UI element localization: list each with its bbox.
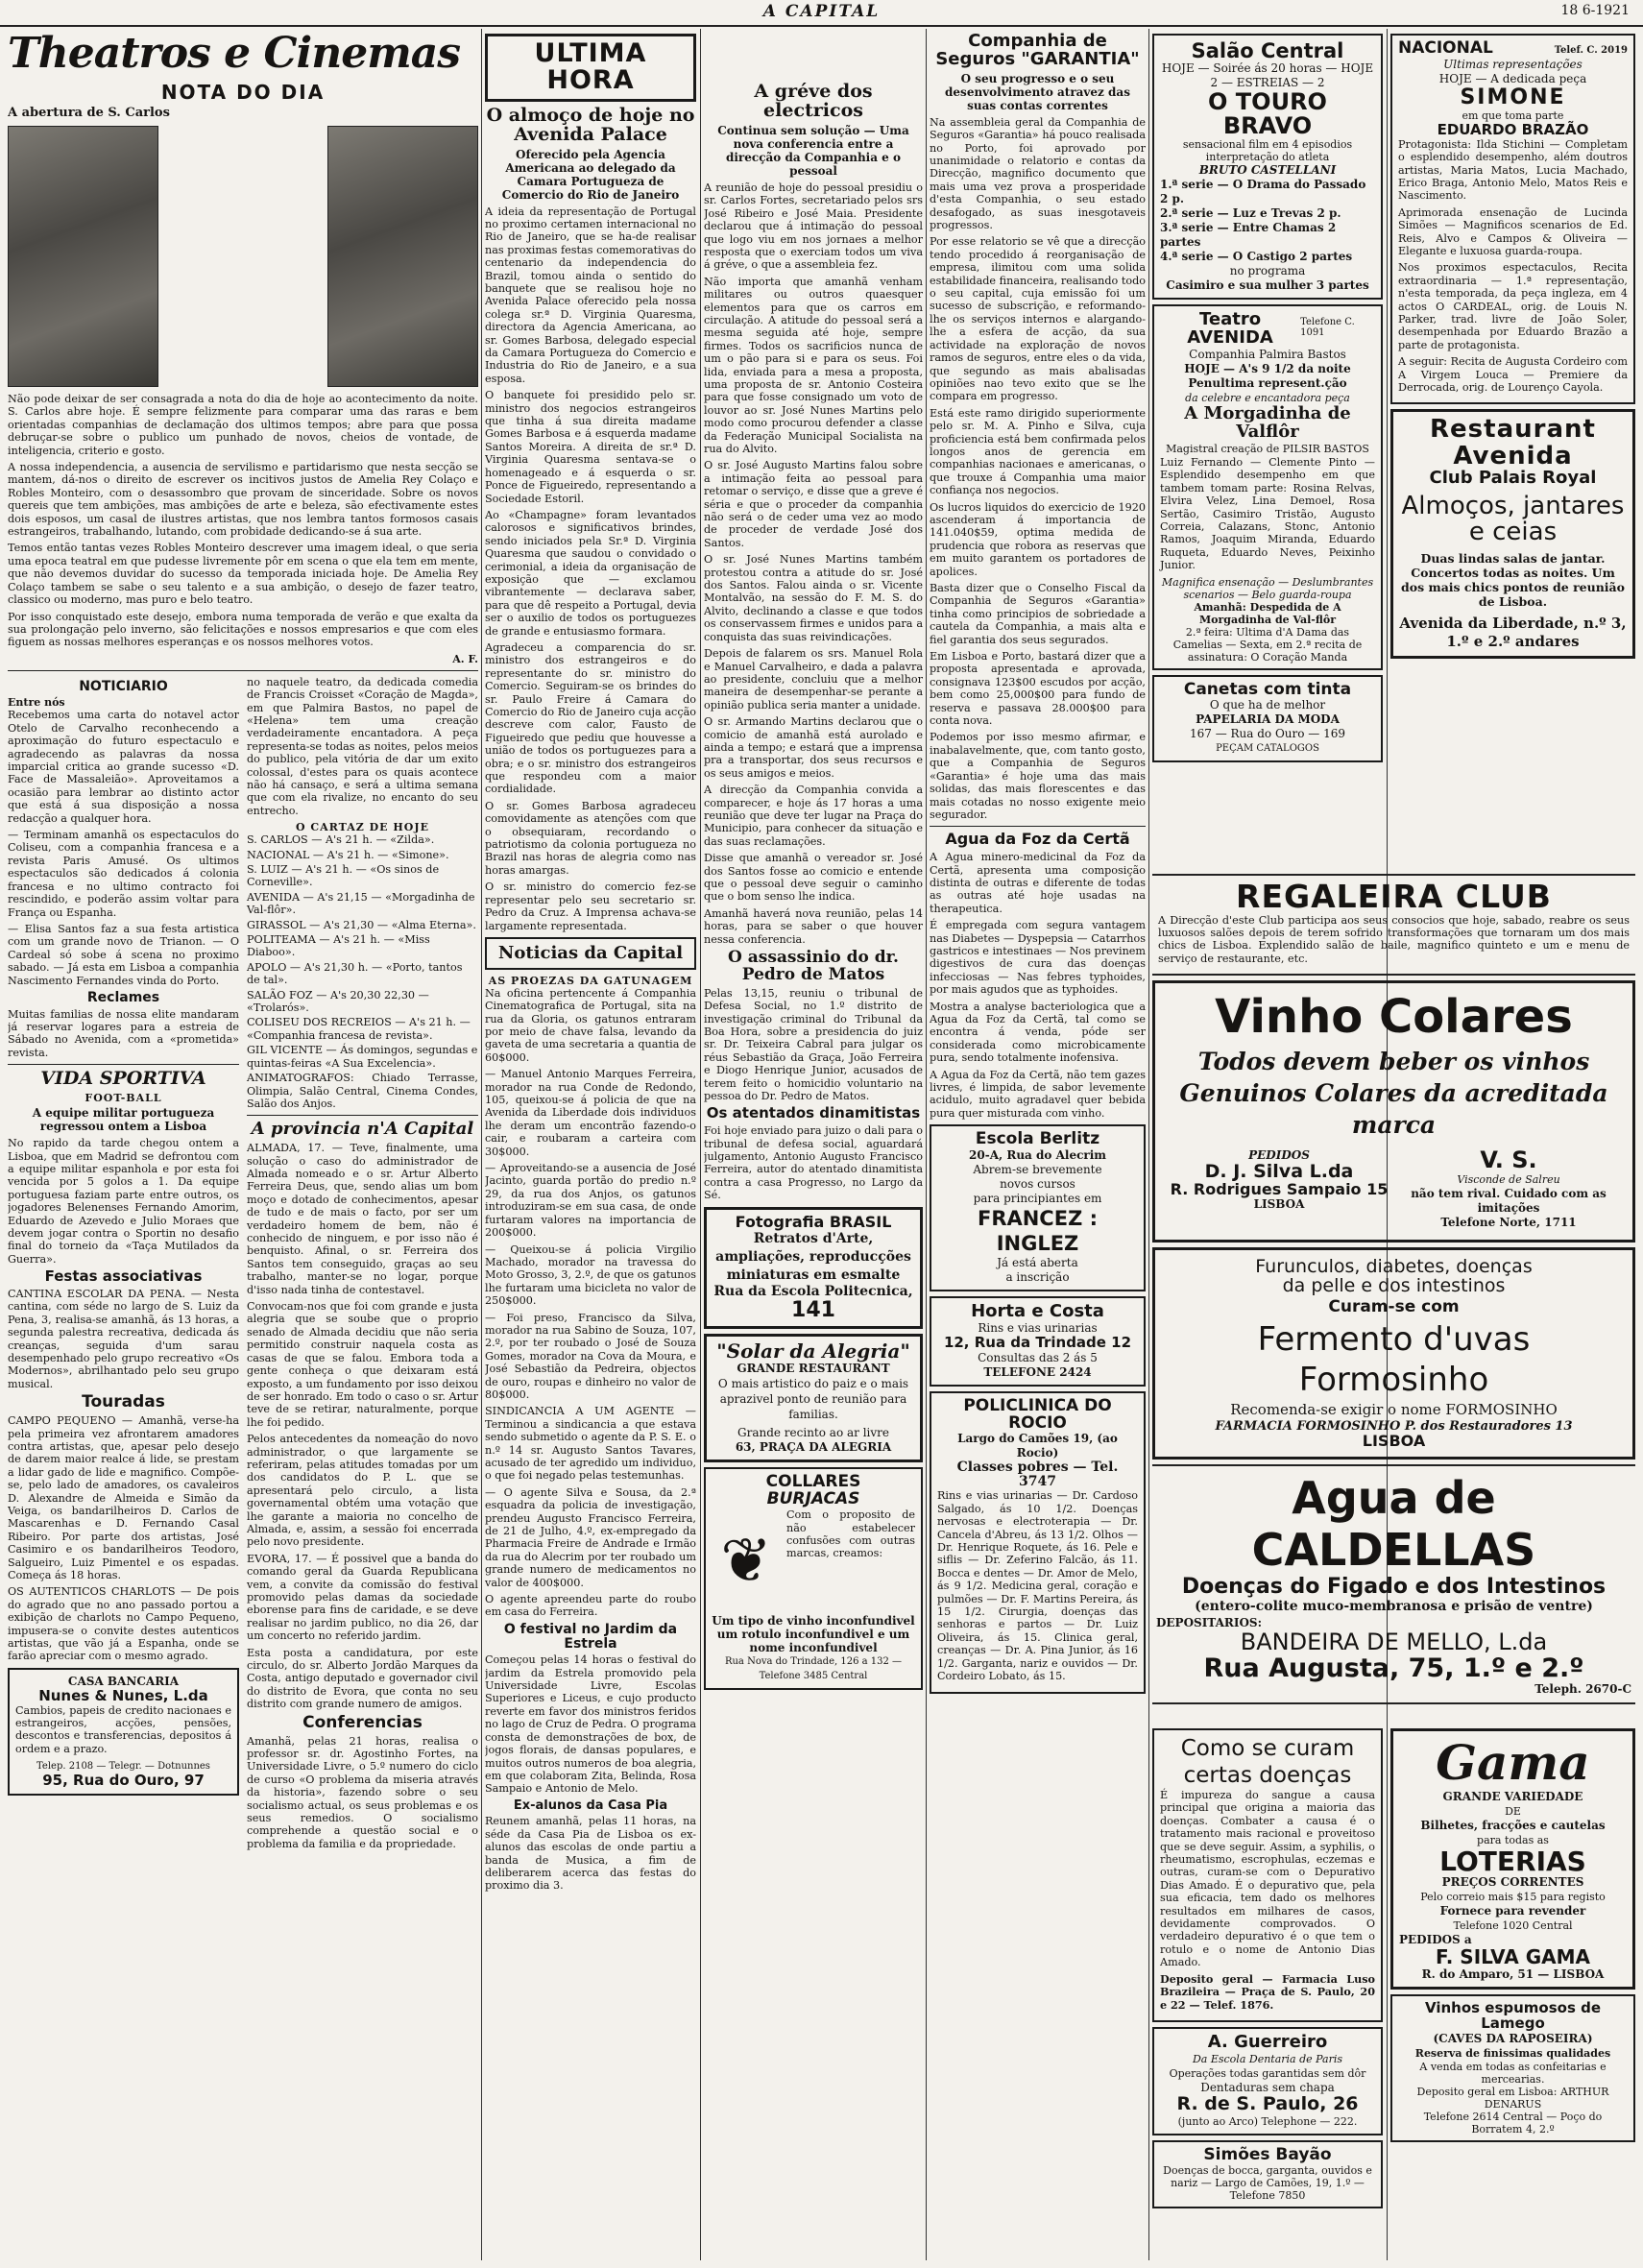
- provincia-paragraph: Pelos antecedentes da nomeação do novo administrador, o que largamente se referiram, pelas atitudes tomadas por um dos candidatos do P. L. que se apresentará pelo circulo, a lista governamental obtém uma votação que lhe garante a maioria no concelho de Almada, e, assim, a sessão foi encerrada pelo novo presidente.: [247, 1433, 478, 1549]
- cartaz-column: [247, 676, 478, 1854]
- berlitz-line: Já está aberta: [997, 1256, 1078, 1270]
- formosinho-note: Recomenda-se exigir o nome FORMOSINHO: [1230, 1400, 1558, 1418]
- vinho-colares-title: Vinho Colares: [1215, 990, 1573, 1045]
- berlitz-line: para principiantes em: [973, 1192, 1102, 1206]
- noticias-banner: [485, 937, 696, 970]
- salao-actor: BRUTO CASTELLANI: [1198, 163, 1337, 178]
- noticias-paragraph: — Manuel Antonio Marques Ferreira, morador na rua Conde de Redondo, 105, queixou-se á policia de que na Avenida da Liberdade dois individuos lhe deram um encontrão fazendo-o cair, e roubaram a carteira com 30$000.: [485, 1068, 696, 1158]
- festival-title: O festival no Jardim da Estrela: [503, 1621, 678, 1652]
- lamego-telephone: Telefone 2614 Central — Poço do Borratem 4, 2.º: [1423, 2110, 1603, 2135]
- restaurant-subtitle: Club Palais Royal: [1429, 468, 1597, 488]
- formosinho-city: LISBOA: [1362, 1431, 1426, 1450]
- banco-telephone: Telep. 2108 — Telegr. — Dotnunnes: [36, 1761, 210, 1773]
- greve-paragraph: Amanhã haverá nova reunião, pelas 14 horas, para se saber o que houver nessa conferencia.: [704, 906, 923, 946]
- colares-orders-label: PEDIDOS: [1248, 1147, 1310, 1162]
- garantia-paragraph: Podemos por isso mesmo afirmar, e inabalavelmente, que, com tanto gosto, que a Companhia de Seguros «Garantia» é hoje uma das mais solidas, das mais florescentes e das mais cotadas no nosso exigente meio segurador.: [930, 731, 1146, 821]
- avenida-line: da celebre e encantadora peça: [1185, 392, 1350, 405]
- column-theatros: [8, 29, 478, 2260]
- avenida-company: Companhia Palmira Bastos: [1189, 348, 1346, 362]
- cartaz-list: [247, 833, 478, 1070]
- greve-paragraph: Depois de falarem os srs. Manuel Rola e Manuel Carvalheiro, e dada a palavra ao presidente, concluiu que a melhor maneira de desempenhar-se perante a opinião publica seria manter a unidade.: [704, 647, 923, 712]
- salao-central-ad: [1152, 34, 1383, 300]
- garantia-paragraph: Os lucros liquidos do exercicio de 1920 ascenderam á importancia de 141.040$59, optima medida de prudencia que robora as reservas que em muito garantem os portadores de apolices.: [930, 500, 1146, 578]
- guerreiro-text: Operações todas garantidas sem dôr: [1169, 2066, 1366, 2080]
- noticiario-title: NOTICIARIO: [79, 678, 168, 694]
- nacional-actor: EDUARDO BRAZÃO: [1437, 120, 1589, 138]
- autenticos-paragraph: OS AUTENTICOS CHARLOTS — De pois do agrado que no ano passado portou a exibição de charlots no Campo Pequeno, impusera-se o convite destes autenticos artistas, que vão já a Espanha, onde se farão apreciar com o mesmo agrado.: [8, 1585, 239, 1663]
- cartaz-item: APOLO — A's 21,30 h. — «Porto, tantos de tal».: [247, 960, 463, 987]
- solar-address: 63, PRAÇA DA ALEGRIA: [735, 1440, 892, 1455]
- formosinho-address: FARMACIA FORMOSINHO P. dos Restauradores 13: [1215, 1418, 1573, 1434]
- foz-paragraph: Mostra a analyse bacteriologica que a Agua da Foz da Certã, tal como se encontra á venda, póde ser considerada como microbicamente pura, sendo totalmente inofensiva.: [930, 1000, 1146, 1065]
- caldellas-address: Rua Augusta, 75, 1.º e 2.º: [1203, 1653, 1584, 1683]
- policlinica-address: Largo do Camões 19, (ao Rocio): [957, 1432, 1118, 1460]
- avenida-tomorrow: Amanhã: Despedida de A Morgadinha de Val-flôr: [1194, 600, 1341, 626]
- avenida-cast: Luiz Fernando — Clemente Pinto — Esplendido desempenho em que tambem tomam parte: Rosina Relvas, Elvira Velez, Lina Demoel, Rosa Sertão, Casimiro Tristão, Augusto Correia, Calazans, Stonc, Antonio Ramos, Joaquim Miranda, Eduardo Ruqueta, Eduardo Neves, Peixinho Junior.: [1160, 455, 1375, 572]
- greve-paragraph: O sr. Armando Martins declarou que o comicio de amanhã está aurolado e ainda a tempo; e estará que a imprensa pra a transportar, dos seus recursos e os seus amigos e meios.: [704, 715, 923, 780]
- horta-hours: Consultas das 2 ás 5: [978, 1350, 1098, 1364]
- policlinica-text: Rins e vias urinarias — Dr. Cardoso Salgado, ás 10 1/2. Doenças nervosas e electroterapia — Dr. Cancela d'Abreu, ás 13 1/2. Olhos — Dr. Henrique Roquete, ás 16. Pele e siflis — Dr. Zeferino Falcão, ás 11. Bocca e dentes — Dr. Amor de Melo, ás 9 1/2. Medicina geral, coração e pulmões — Dr. F. Martins Pereira, ás 15 1/2. Cirurgia, doenças das senhoras e partos — Dr. Luiz Oliveira, ás 15. Clinica geral, creanças — Dr. A. Pina Junior, ás 16 1/2. Garganta, nariz e ouvidos — Dr. Cordeiro Lobato, ás 15.: [937, 1489, 1138, 1683]
- nacional-paragraph: A seguir: Recita de Augusta Cordeiro com A Virgem Louca — Premiere da Derrocada, orig. de Lourenço Cayola.: [1398, 355, 1628, 394]
- column-rule: [481, 29, 482, 2260]
- lamego-text: A venda em todas as confeitarias e mercearias.: [1419, 2060, 1607, 2086]
- gama-subtitle: GRANDE VARIEDADE: [1442, 1790, 1583, 1803]
- garantia-paragraph: Em Lisboa e Porto, bastará dizer que a proposta apresentada e aprovada, consignava 123$00 escudos por acção, bem como 25,000$00 para fundo de reserva e passava 28.000$00 para conta nova.: [930, 650, 1146, 728]
- simoes-ad: [1152, 2140, 1383, 2208]
- caldellas-ad: [1152, 1464, 1635, 1704]
- formosinho-ad: [1152, 1247, 1635, 1460]
- reclames-paragraph: Muitas familias de nossa elite mandaram já reservar logares para a estreia de Sábado no Avenida, com a «prometida» revista.: [8, 1007, 239, 1059]
- canetas-title: Canetas com tinta: [1183, 679, 1352, 699]
- lamego-note: Reserva de finissimas qualidades: [1414, 2046, 1611, 2060]
- gama-title: Gama: [1436, 1734, 1590, 1791]
- greve-paragraph: A reunião de hoje do pessoal presidiu o sr. Carlos Fortes, secretariado pelos srs José Ribeiro e José Maia. Presidente declarou que á intimação do pessoal que logo viu em nos jornaes a melhor resposta que o exerciam todos um viva á gréve, o que a assembleia fez.: [704, 181, 923, 272]
- teatro-avenida-ad: [1152, 304, 1383, 669]
- salao-film: O TOURO BRAVO: [1208, 88, 1327, 140]
- atentados-paragraph: Foi hoje enviado para juizo o dali para o tribunal de defesa social, aguardará julgamento, Antonio Augusto Francisco Ferreira, autor do atentado dinamitista contra a casa Progresso, no Largo da Sé.: [704, 1124, 923, 1202]
- spacer: [704, 29, 923, 79]
- noticias-paragraph: O agente apreendeu parte do roubo em casa do Ferreira.: [485, 1593, 696, 1619]
- football-title: FOOT-BALL: [85, 1092, 162, 1105]
- formosinho-line: Furunculos, diabetes, doenças: [1255, 1255, 1533, 1277]
- salao-line: 2 — ESTREIAS — 2: [1210, 76, 1325, 90]
- berlitz-title: Escola Berlitz: [975, 1129, 1100, 1149]
- almoco-paragraph: A ideia da representação de Portugal no proximo certamen internacional no Rio de Janeiro, que se ha-de realisar nas proximas festas comemorativas do centenario da independencia do Brazil, tomou ainda o sentido do banquete que se realisou hoje no Avenida Palace oferecido pela nossa colega sr.ª D. Virginia Quaresma, directora da Agencia Americana, ao sr. Gomes Barbosa, delegado especial da Camara Portugueza do Comercio e Industria do Rio de Janeiro, e a sua esposa.: [485, 205, 696, 385]
- banco-text: Cambios, papeis de credito nacionaes e estrangeiros, acções, pensões, descontos e transferencias, depositos á ordem e a prazo.: [15, 1703, 231, 1755]
- banco-address: 95, Rua do Ouro, 97: [42, 1772, 205, 1790]
- nacional-cast: Protagonista: Ilda Stichini — Completam o esplendido desempenho, além doutros artistas, Maria Matos, Lucia Machado, Erico Braga, Antonio Melo, Matos Reis e Nascimento.: [1398, 137, 1628, 203]
- exalunos-paragraph: Reunem amanhã, pelas 11 horas, na séde da Casa Pia de Lisboa os ex-alunos das escolas de onde partiu a banda de Musica, a fim de deliberarem acerca das festas do proximo dia 3.: [485, 1815, 696, 1893]
- salao-line: no programa: [1229, 264, 1306, 278]
- gama-text: Pelo correio mais $15 para registo: [1420, 1891, 1606, 1904]
- cartaz-item: NACIONAL — A's 21 h. — «Simone».: [247, 848, 449, 861]
- noticias-paragraph: — Queixou-se á policia Virgilio Machado, morador na travessa do Moto Grosso, 3, 2.º, de que os gatunos lhe furtaram uma bicicleta no valor de 250$000.: [485, 1243, 696, 1308]
- berlitz-address: 20-A, Rua do Alecrim: [969, 1148, 1106, 1163]
- portrait-photo-right: [327, 126, 478, 387]
- policlinica-subtitle: Classes pobres — Tel. 3747: [956, 1460, 1119, 1490]
- festas-title: Festas associativas: [44, 1267, 203, 1286]
- grapes-icon: ❦: [720, 1526, 772, 1598]
- provincia-paragraph: Convocam-nos que foi com grande e justa alegria que se soube que o proprio senado de Almada decidiu que não seria permitido construir naquela costa as casas de que se falou. Embora toda a gente conheça o que deixaram está exposto, a um fundamento por isso deixou de ser honrado. Em todo o caso o sr. Artur teve de se retirar, naturalmente, porque lhe foi pedido.: [247, 1300, 478, 1429]
- policlinica-ad: [930, 1391, 1146, 1694]
- garantia-paragraph: Por esse relatorio se vê que a direcção tendo procedido á reorganisação de empresa, ilimitou com uma solida estabilidade financeira, realisando todo o seu capital, cuja emissão foi um sucesso de subscrição, e reformando-lhe os serviços internos e alargando-lhe a esfera de acção, da sua actividade na exploração de novos ramos de seguros, entre eles o da vida, que segundo as mais abalisadas opiniões nao tevo exito que se lhe compara em progresso.: [930, 235, 1146, 403]
- nacional-ad: [1390, 34, 1635, 404]
- colares-city: LISBOA: [1253, 1197, 1305, 1212]
- greve-paragraph: A direcção da Companhia convida a comparecer, e hoje ás 17 horas a uma reunião que deve ter lugar na Praça do Municipio, para conhecer da situação e das suas reclamações.: [704, 784, 923, 848]
- divider: [930, 826, 1146, 827]
- salao-series-item: 3.ª serie — Entre Chamas 2 partes: [1160, 221, 1337, 250]
- guerreiro-telephone: (junto ao Arco) Telephone — 222.: [1177, 2114, 1358, 2128]
- foz-paragraph: É empregada com segura vantagem nas Diabetes — Dyspepsia — Catarrhos gastricos e intestinaes — Nos previnem digestivos de cura das doenças infecciosas — Nas febres typhoides, por mais agudos que as typhoides.: [930, 919, 1146, 997]
- horta-title: Horta e Costa: [971, 1301, 1104, 1322]
- horta-subtitle: Rins e vias urinarias: [978, 1320, 1098, 1335]
- guerreiro-ad: [1152, 2027, 1383, 2135]
- salao-series-list: [1160, 178, 1375, 264]
- vinho-colares-slogan: Todos devem beber os vinhos Genuinos Colares da acreditada marca: [1179, 1047, 1608, 1139]
- greve-paragraph: Disse que amanhã o vereador sr. José dos Santos fosse ao comicio e entende que o pessoal deve seguir o caminho que o bom senso lhe indica.: [704, 852, 923, 904]
- divider: [247, 1115, 478, 1116]
- foto-text: Retratos d'Arte, ampliações, reproducções miniaturas em esmalte: [715, 1231, 911, 1284]
- simoes-title: Simões Bayão: [1203, 2144, 1332, 2164]
- column-garantia: [930, 29, 1146, 2260]
- nacional-line: HOJE — A dedicada peça: [1438, 71, 1587, 85]
- conferencias-paragraph: Amanhã, pelas 21 horas, realisa o professor sr. dr. Agostinho Fortes, na Universidade Livre, o 5.º numero do ciclo de curso «O problema da miseria através da historia», fazendo sobre o seu socialismo actual, os seus problemas e os seus remedios. O socialismo comprehende a questão social e o problema da familia e da propriedade.: [247, 1734, 478, 1850]
- avenida-line: HOJE — A's 9 1/2 da noite: [1184, 362, 1351, 376]
- berlitz-languages: FRANCEZ : INGLEZ: [977, 1207, 1099, 1256]
- canetas-address: 167 — Rua do Ouro — 169: [1189, 727, 1346, 741]
- cartaz-item: COLISEU DOS RECREIOS — A's 21 h. — «Companhia francesa de revista».: [247, 1016, 471, 1042]
- festival-paragraph: Começou pelas 14 horas o festival do jardim da Estrela promovido pela Universidade Livre, Escolas Superiores e Liceus, e cujo producto reverte em favor dos ministros feridos no lago de Cruz de Pedra. O programa consta de demonstrações de box, de jogos florais, de dansas populares, e muitos outros numeros de boa alegria, em que colaboram Zita, Belinda, Rosa Sampaio e Antonio de Melo.: [485, 1653, 696, 1796]
- column-rule: [700, 29, 701, 2260]
- vinho-colares-ad: [1152, 980, 1635, 1243]
- provincia-paragraph: EVORA, 17. — É possivel que a banda do comando geral da Guarda Republicana vem, a convite da comissão do festival promovido pelas damas da sociedade eborense para fins de caridade, e se deve realisar no jardim publico, no dia 26, dar um concerto no referido jardim.: [247, 1552, 478, 1643]
- football-paragraph: No rapido da tarde chegou ontem a Lisboa, que em Madrid se defrontou com a equipe militar espanhola e por esta foi vencida por 5 golos a 1. Da equipe portuguesa faziam parte entre outros, os jogadores Belenenses Fernando Amorim, Eduardo de Azevedo e Julio Moraes que devem jogar contra o Sportin no desafio final do torneio da «Taça Mutilados da Guerra».: [8, 1137, 239, 1266]
- canetas-note: PEÇAM CATALOGOS: [1216, 743, 1319, 755]
- guerreiro-note: Dentaduras sem chapa: [1200, 2080, 1335, 2094]
- ultima-hora-banner: [485, 34, 696, 102]
- noticiario-paragraph: — Elisa Santos faz a sua festa artistica com um grande novo de Trianon. — O Cardeal só sobe á scena no proximo sabado. — Já esta em Lisboa a companhia Nascimento Fernandes vinda do Porto.: [8, 922, 239, 987]
- almoco-paragraph: O sr. ministro do comercio fez-se representar pelo seu secretario sr. Pedro da Cruz. A Imprensa achava-se largamente representada.: [485, 881, 696, 932]
- nota-paragraph: Por isso conquistado este desejo, embora numa temporada de verão e que exalta da sua prolongação pelo inverno, são felicitações e nossos empresarios e que com eles figuem as nossas melhores esperanças e os nossos melhores votos.: [8, 610, 478, 649]
- nacional-paragraph: Aprimorada ensenação de Lucinda Simões — Magnificos scenarios de Ed. Reis, Alvo e Campos & Oliveira — Elegante e luxuosa guarda-roupa.: [1398, 205, 1628, 257]
- provincia-title: A provincia n'A Capital: [251, 1119, 474, 1140]
- festas-paragraph: CANTINA ESCOLAR DA PENA. — Nesta cantina, com séde no largo de S. Luiz da Pena, 3, realisa-se amanhã, ás 13 horas, a segunda palestra recreativa, dedicada ás creanças, seguida d'um sarau desempenhado pelo grupo recreativo «Os Modernos», abrilhantado pelo seu grupo musical.: [8, 1288, 239, 1390]
- curam-text: É impureza do sangue a causa principal que origina a maioria das doenças. Combater a causa é o tratamento mais racional e proveitoso que se deve seguir. Assim, a syphilis, o rheumatismo, escrophulas, eczemas e outras, curam-se com o Depurativo Dias Amado. É o depurativo que, pela sua eficacia, tem dado os melhores resultados em milhares de casos, devidamente comprovados. O verdadeiro depurativo é o que tem o rotulo e o nome de Antonio Dias Amado.: [1160, 1789, 1375, 1969]
- foz-paragraph: A Agua da Foz da Certã, não tem gazes livres, é limpida, de sabor levemente acidulo, muito agradavel quer bebida pura quer misturada com vinho.: [930, 1068, 1146, 1120]
- banco-name: Nunes & Nunes, L.da: [38, 1686, 208, 1704]
- nota-subtitle: A abertura de S. Carlos: [8, 106, 170, 120]
- guerreiro-subtitle: Da Escola Dentaria de Paris: [1192, 2052, 1343, 2065]
- colares-note: não tem rival. Cuidado com as imitações: [1411, 1186, 1607, 1215]
- solar-title: "Solar da Alegria": [716, 1339, 910, 1363]
- vida-sportiva-title: VIDA SPORTIVA: [40, 1068, 206, 1090]
- collares-title: COLLARES: [765, 1472, 861, 1492]
- caldellas-depositarios: DEPOSITARIOS:: [1156, 1616, 1263, 1630]
- avenida-creator: Magistral creação de PILSIR BASTOS: [1166, 442, 1369, 455]
- collares-subtitle: BURJACAS: [766, 1489, 860, 1509]
- divider: [8, 1064, 239, 1065]
- greve-title: A gréve dos electricos: [754, 81, 873, 121]
- cartaz-item: POLITEAMA — A's 21 h. — «Miss Diaboo».: [247, 933, 430, 959]
- noticiario-subtitle: Entre nós: [8, 696, 65, 710]
- assassinio-paragraph: Pelas 13,15, reuniu o tribunal de Defesa Social, no 1.º distrito de investigação criminal do Tribunal da Boa Hora, sobre a presidencia do juiz sr. Dr. Teixeira Cabral para julgar os réus Sebastião da Graça, João Ferreira e Diogo Henrique Junior, acusados de terem feito o homicidio voluntario na pessoa do Dr. Pedro de Matos.: [704, 986, 923, 1102]
- noticias-subtitle: AS PROEZAS DA GATUNAGEM: [488, 974, 693, 987]
- avenida-header: [1160, 311, 1375, 348]
- nacional-paragraph: Nos proximos espectaculos, Recita extraordinaria — 1.ª representação, n'esta temporada, da peça ingleza, em 4 actos O CARDEAL, orig. de Louis N. Parker, trad. livre de João Soler, desempenhada por Eduardo Brazão a parte de protagonista.: [1398, 261, 1628, 351]
- canetas-shop: PAPELARIA DA MODA: [1196, 712, 1340, 727]
- berlitz-line: novos cursos: [1000, 1177, 1075, 1192]
- salao-title: Salão Central: [1191, 39, 1344, 62]
- touradas-paragraph: CAMPO PEQUENO — Amanhã, verse-ha pela primeira vez afrontarem amadores contra artistas, que, apesar pelo desejo de darem maior realce á lide, se prestam a lidar gado de lide e magnifico. Compõe-se, pelo lado de amadores, os cavaleiros D. Alexandre de Almeida e Simão da Veiga, os bandarilheiros D. Carlos de Mascarenhas e D. Fernando Casal Ribeiro. Por parte dos artistas, José Casimiro e os bandarilheiros Teodoro, Salgueiro, Luiz Pimentel e os espadas. Começa ás 18 horas.: [8, 1414, 239, 1581]
- caldellas-subtitle: Doenças do Figado e dos Intestinos: [1181, 1575, 1607, 1600]
- avenida-next: 2.ª feira: Ultima d'A Dama das Camelias — Sexta, em 2.ª recita de assinatura: O Coração Manda: [1172, 625, 1363, 664]
- nacional-title: NACIONAL: [1398, 38, 1493, 58]
- wide-ads-area: [1152, 869, 1635, 1709]
- foto-title: Fotografia BRASIL: [735, 1212, 892, 1231]
- column-ultima-hora: [485, 29, 696, 2260]
- restaurant-address: Avenida da Liberdade, n.º 3, 1.º e 2.º andares: [1399, 615, 1627, 651]
- horta-telephone: TELEFONE 2424: [983, 1364, 1092, 1379]
- berlitz-ad: [930, 1124, 1146, 1291]
- lamego-ad: [1390, 1994, 1635, 2142]
- photo-row: [8, 126, 478, 387]
- lower-columns: [8, 676, 478, 1854]
- gama-line: Bilhetes, fracções e cautelas: [1420, 1819, 1606, 1832]
- vinho-colares-footer: [1169, 1148, 1619, 1230]
- guerreiro-title: A. Guerreiro: [1207, 2031, 1328, 2052]
- colares-distributor: D. J. Silva L.da: [1204, 1160, 1354, 1182]
- greve-subtitle: Continua sem solução — Uma nova conferencia entre a direcção da Companhia e o pessoal: [717, 123, 909, 178]
- gama-telephone: Telefone 1020 Central: [1453, 1919, 1573, 1933]
- colares-brand: V. S.: [1480, 1146, 1537, 1173]
- collares-body: [712, 1508, 915, 1614]
- canetas-text: O que ha de melhor: [1209, 698, 1326, 712]
- garantia-paragraph: Está este ramo dirigido superiormente pelo sr. M. A. Pinho e Silva, cuja proficiencia está bem confirmada pelos longos anos de gerencia em companhias nacionaes e americanas, o que trouxe á Companhia uma maior confiança nos negocios.: [930, 406, 1146, 497]
- noticias-title: Noticias da Capital: [497, 942, 684, 963]
- fotografia-brasil-ad: [704, 1207, 923, 1330]
- reclames-title: Reclames: [86, 989, 160, 1005]
- avenida-telephone: Telefone C. 1091: [1300, 317, 1355, 339]
- curam-title: Como se curam certas doenças: [1180, 1736, 1355, 1788]
- salao-extra: Casimiro e sua mulher 3 partes: [1166, 278, 1369, 293]
- provincia-paragraph: ALMADA, 17. — Teve, finalmente, uma solução o caso do administrador de Almada nomeado e o sr. Artur Alberto Ferreira Deus, que, sendo alias um bom moço e dotado de conhecimentos, apesar de tudo e de mais o facto, por ser um verdadeiro homem de bem, não é conhecido de ninguem, e por isso não é benquisto. Afinal, o sr. Ferreira dos Santos tem conseguido, graças ao seu trabalho, manter-se no logar, porque d'isso nada tinha de contestavel.: [247, 1142, 478, 1296]
- banco-ad: [8, 1668, 239, 1796]
- nota-paragraph: A nossa independencia, a ausencia de servilismo e partidarismo que nesta secção se mantem, dá-nos o direito de escrever os incitivos justos de Amelia Rey Colaço e Robles Monteiro, com o desassombro que provam de sinceridade. Sobre os novos quereis que tem ambições, mas ambições de arte e beleza, são efectivamente estes dois esposos, um casal de ilustres artistas, que nos lembra tantos formosos casais estrangeiros, trabalhando, lutando, com probidade dedicando-se á sua arte.: [8, 461, 478, 539]
- portrait-photo-left: [8, 126, 158, 387]
- nacional-header: [1398, 40, 1628, 58]
- garantia-paragraph: Na assembleia geral da Companhia de Seguros «Garantia» há pouco realisada no Porto, foi aprovado por unanimidade o relatorio e contas da Direcção, magnifico documento que mais uma vez prova a prosperidade d'esta Companhia, o seu estado desafogado, as suas inesgotaveis progressos.: [930, 115, 1146, 232]
- column-rule: [1148, 29, 1149, 2260]
- curam-ad: [1152, 1728, 1383, 2022]
- salao-line: HOJE — Soirée ás 20 horas — HOJE: [1161, 61, 1374, 76]
- cartaz-item: AVENIDA — A's 21,15 — «Morgadinha de Val-flôr».: [247, 890, 475, 917]
- collares-slogan: Um tipo de vinho inconfundivel um rotulo inconfundivel e um nome inconfundivel: [712, 1614, 915, 1655]
- simoes-text: Doenças de bocca, garganta, ouvidos e nariz — Largo de Camões, 19, 1.º — Telefone 7850: [1163, 2163, 1372, 2202]
- salao-series-item: 2.ª serie — Luz e Trevas 2 p.: [1160, 206, 1341, 221]
- bottom-col5: [1152, 1724, 1383, 2260]
- touradas-title: Touradas: [82, 1392, 165, 1412]
- masthead-title: A CAPITAL: [762, 2, 881, 21]
- restaurant-title: Restaurant Avenida: [1430, 415, 1596, 470]
- avenida-title: Teatro AVENIDA: [1187, 309, 1273, 349]
- almoco-subtitle: Oferecido pela Agencia Americana ao delegado da Camara Portugueza de Comercio do Rio de Janeiro: [501, 147, 680, 202]
- salao-line: sensacional film em 4 episodios interpretação do atleta: [1182, 138, 1353, 164]
- almoco-paragraph: O sr. Gomes Barbosa agradeceu comovidamente as atenções com que o obsequiaram, recordando o patriotismo da colonia portugueza no Brazil nas horas de alegria como nas horas amargas.: [485, 799, 696, 877]
- divider: [8, 670, 478, 671]
- avenida-scenery: Magnifica ensenação — Deslumbrantes scenarios — Belo guarda-roupa: [1161, 575, 1374, 601]
- formosinho-line: da pelle e dos intestinos: [1282, 1274, 1506, 1296]
- lamego-deposit: Deposito geral em Lisboa: ARTHUR DENARUS: [1416, 2085, 1609, 2111]
- salao-series-item: 4.ª serie — O Castigo 2 partes: [1160, 250, 1353, 264]
- restaurant-avenida-ad: [1390, 409, 1635, 659]
- animatografos: ANIMATOGRAFOS: Chiado Terrasse, Olimpia, Salão Central, Cinema Condes, Salão dos Anjos.: [247, 1072, 478, 1110]
- regaleira-ad: [1152, 874, 1635, 976]
- almoco-paragraph: O banquete foi presidido pelo sr. ministro dos negocios estrangeiros que tinha á sua direita madame Gomes Barbosa e á esquerda madame Santos Moreira. A direita de sr.ª D. Virginia Quaresma sentava-se o homenageado e á esquerda o sr. Ponce de Figueiredo, representando a Sociedade Estoril.: [485, 389, 696, 505]
- formosinho-title: Fermento d'uvas Formosinho: [1257, 1319, 1531, 1399]
- noticias-paragraph: — Aproveitando-se a ausencia de José Jacinto, guarda portão do predio n.º 29, da rua dos Anjos, os gatunos introduziram-se em sua casa, de onde furtaram valores na importancia de 200$000.: [485, 1162, 696, 1240]
- conferencias-title: Conferencias: [302, 1712, 423, 1732]
- masthead-date: 18 6-1921: [1560, 3, 1630, 18]
- formosinho-cure: Curam-se com: [1328, 1296, 1460, 1316]
- regaleira-text: A Direcção d'este Club participa aos seus consocios que hoje, sabado, reabre os seus luxuosos salões depois de terem sofrido transformações que tornaram um dos mais chics de Lisboa. Explendido salão de baile, magnifico quinteto e um e menu de serviço de restaurante, etc.: [1158, 913, 1630, 965]
- nota-paragraph: Temos então tantas vezes Robles Monteiro descrever uma imagem ideal, o que seria uma epoca teatral em que pudesse livremente pôr em scena o que ela tem em mente, que não devemos duvidar do sucesso da temporada iniciada hoje. De Amelia Rey Colaço tambem se sabe o seu talento e a sua ambição, o desejo de fazer teatro, classico ou moderno, mas puro e belo teatro.: [8, 542, 478, 607]
- banco-title: CASA BANCARIA: [67, 1674, 180, 1688]
- nacional-play: SIMONE: [1460, 84, 1566, 109]
- collares-address: Rua Nova do Trindade, 126 a 132 — Telefone 3485 Central: [724, 1656, 903, 1682]
- cartaz-intro: no naquele teatro, da dedicada comedia de Francis Croisset «Coração de Magda», em que Palmira Bastos, no papel de «Helena» tem uma creação verdadeiramente encantadora. A peça representa-se todas as noites, pelos meios do publico, pela vitória de dar um exito colossal, d'estes para os quais acontece não há cansaço, e será a ultima semana que com ela rivalize, no encanto do seu entrecho.: [247, 675, 478, 817]
- cartaz-item: GIRASSOL — A's 21,30 — «Alma Eterna».: [247, 918, 476, 931]
- section-title-theatros: Theatros e Cinemas: [8, 29, 461, 78]
- solar-text: O mais artistico do paiz e o mais aprazivel ponto de reunião para familias.: [717, 1377, 909, 1422]
- nacional-line: em que toma parte: [1462, 109, 1564, 122]
- almoco-paragraph: Agradeceu a comparencia do sr. ministro dos estrangeiros e do representante do sr. ministro do Comercio. Seguiram-se os brindes do sr. Paulo Freire á Camara do Comercio do Rio de Janeiro cuja acção descreve com calor, Fausto de Figueiredo que pediu que houvesse a união de todos os portuguezes para a obra; e o sr. ministro dos estrangeiros que respondeu com a maior cordialidade.: [485, 640, 696, 796]
- avenida-play: A Morgadinha de Valflôr: [1184, 403, 1351, 443]
- nacional-telephone: Telef. C. 2019: [1554, 45, 1628, 56]
- colares-telephone: Telefone Norte, 1711: [1440, 1215, 1577, 1229]
- collares-burjacas-ad: [704, 1467, 923, 1690]
- gama-distributor: F. SILVA GAMA: [1436, 1945, 1590, 1969]
- football-subtitle: A equipe militar portugueza regressou ontem a Lisboa: [32, 1106, 215, 1134]
- caldellas-distributor: BANDEIRA DE MELLO, L.da: [1240, 1629, 1548, 1656]
- horta-address: 12, Rua da Trindade 12: [943, 1333, 1132, 1351]
- foz-title: Agua da Foz da Certã: [945, 830, 1130, 849]
- restaurant-text: Duas lindas salas de jantar. Concertos todas as noites. Um dos mais chics pontos de reunião de Lisboa.: [1401, 551, 1625, 610]
- nacional-line: Ultimas representações: [1443, 57, 1583, 71]
- gama-line: para todas as: [1477, 1834, 1549, 1846]
- garantia-paragraph: Basta dizer que o Conselho Fiscal da Companhia de Seguros «Garantia» tinha como principios de sobriedade a cautela da Companhia, a mais alta e fiel garantia dos seus segurados.: [930, 582, 1146, 646]
- caldellas-title: Agua de CALDELLAS: [1251, 1472, 1536, 1577]
- guerreiro-address: R. de S. Paulo, 26: [1176, 2092, 1359, 2114]
- cartaz-item: GIL VICENTE — Ás domingos, segundas e quintas-feiras «A Sua Excelencia».: [247, 1044, 478, 1070]
- assassinio-title: O assassinio do dr. Pedro de Matos: [728, 948, 899, 984]
- column-greve: [704, 29, 923, 2260]
- canetas-ad: [1152, 675, 1383, 763]
- noticiario-column: [8, 676, 239, 1854]
- greve-paragraph: O sr. José Nunes Martins também protestou contra a atitude do sr. José dos Santos. Falou ainda o sr. Vicente Montalvão, na sessão do F. M. S. do Alvito, declinando a classe e que todos os conservassem firmes e unidos para a conquista das suas reivindicações.: [704, 553, 923, 643]
- collares-text: Com o proposito de não estabelecer confusões com outras marcas, creamos:: [786, 1508, 915, 1560]
- garantia-title: Companhia de Seguros "GARANTIA": [935, 31, 1140, 69]
- exalunos-title: Ex-alunos da Casa Pia: [513, 1798, 668, 1813]
- nota-paragraph: Não pode deixar de ser consagrada a nota do dia de hoje ao acontecimento da noite. S. Carlos abre hoje. É sempre felizmente para comparar uma das raras e bem orientadas companhias de declamação dos ultimos tempos; abre para que possa debruçar-se sobre o publico um punhado de novos, cheios de vontade, de inteligencia, criterio e gosto.: [8, 393, 478, 457]
- solar-subtitle: GRANDE RESTAURANT: [737, 1362, 890, 1376]
- noticias-paragraph: SINDICANCIA A UM AGENTE — Terminou a sindicancia a que estava sendo submetido o agente da P. S. E. o n.º 14 sr. Augusto Santos Tavares, acusado de ter agredido um individuo, o que foi negado pelas testemunhas.: [485, 1405, 696, 1483]
- garantia-subtitle: O seu progresso e o seu desenvolvimento atravez das suas contas correntes: [945, 71, 1130, 112]
- atentados-title: Os atentados dinamitistas: [706, 1104, 921, 1122]
- caldellas-telephone: Teleph. 2670-C: [1534, 1681, 1631, 1696]
- bottom-col6: [1390, 1724, 1635, 2260]
- nota-title: NOTA DO DIA: [160, 81, 326, 104]
- noticias-paragraph: — O agente Silva e Sousa, da 2.ª esquadra da policia de investigação, prendeu Augusto Francisco Ferreira, de 21 de Julho, 4.º, ex-empregado da Pharmacia Freire de Andrade e Irmão da rua do Alecrim por ter roubado um grande numero de medicamentos no valor de 400$000.: [485, 1485, 696, 1589]
- gama-address: R. do Amparo, 51 — LISBOA: [1421, 1967, 1605, 1982]
- cartaz-item: S. LUIZ — A's 21 h. — «Os sinos de Corneville».: [247, 863, 440, 889]
- salao-series-item: 1.ª serie — O Drama do Passado 2 p.: [1160, 178, 1366, 206]
- foto-number: 141: [791, 1298, 835, 1323]
- foto-address: Rua da Escola Politecnica,: [713, 1284, 913, 1300]
- noticias-paragraph: Na oficina pertencente á Companhia Cinematografica de Portugal, sita na rua da Gloria, os gatunos entraram por meio de chave falsa, levando da gaveta de uma secretaria a quantia de 60$000.: [485, 986, 696, 1064]
- cartaz-item: S. CARLOS — A's 21 h. — «Zilda».: [247, 833, 435, 847]
- cartaz-title: O CARTAZ DE HOJE: [296, 821, 429, 834]
- policlinica-title: POLICLINICA DO ROCIO: [963, 1395, 1112, 1433]
- lamego-subtitle: (CAVES DA RAPOSEIRA): [1433, 2031, 1593, 2045]
- noticiario-paragraph: Recebemos uma carta do notavel actor Otelo de Carvalho reconhecendo a aproximação do futuro espectaculo e agradecendo as palavras da nossa imparcial critica ao grande sucesso «D. Face de Massaleião». Aproveitamos a ocasião para lembrar ao distinto actor que está á sua disposição a nossa redacção a qualquer hora.: [8, 709, 239, 825]
- lamego-title: Vinhos espumosos de Lamego: [1424, 1999, 1602, 2033]
- solar-alegria-ad: [704, 1334, 923, 1462]
- noticias-paragraph: — Foi preso, Francisco da Silva, morador na rua Sabino de Souza, 107, 2.º, por ter roubado o José de Souza Gomes, morador na Cova da Moura, e José Sebastião da Pedreira, objectos de ouro, roupas e dinheiro no valor de 80$000.: [485, 1311, 696, 1401]
- photo-spacer: [164, 126, 322, 387]
- berlitz-line: Abrem-se brevemente: [973, 1163, 1102, 1177]
- regaleira-title: REGALEIRA CLUB: [1236, 878, 1552, 915]
- gama-orders: PEDIDOS a: [1399, 1933, 1472, 1947]
- restaurant-meals: Almoços, jantares e ceias: [1401, 491, 1625, 547]
- berlitz-line: a inscrição: [1005, 1270, 1070, 1285]
- almoco-paragraph: Ao «Champagne» foram levantados calorosos e significativos brindes, sendo iniciados pela Sr.ª D. Virginia Quaresma que saudou o convidado o cerimonial, a ideia da organisação de exposição que — exclamou vibrantemente — declarava saber, para que dê respeito a Portugal, devia ser o auxilio de todos os portuguezes de grande e entusiasmo formara.: [485, 508, 696, 638]
- caldellas-note: (entero-colite muco-membranosa e prisão de ventre): [1195, 1599, 1593, 1615]
- noticiario-paragraph: — Terminam amanhã os espectaculos do Coliseu, com a companhia francesa e a revista Paris Amusé. Os ultimos espectaculos são dedicados á colonia francesa e no ultimo contracto foi rescindido, e poderão assim voltar para França ou Espanha.: [8, 829, 239, 919]
- colares-brand-sub: Visconde de Salreu: [1457, 1172, 1560, 1186]
- nota-signature: A. F.: [452, 652, 478, 665]
- greve-paragraph: Não importa que amanhã venham militares ou outros quaesquer elementos para que os carros em circulação. A atitude do pessoal será a mesma seguida até hoje, sempre firmes. Todos os sacrificios nunca de um o pão para si e para os seus. Foi lida, enviada para a mesa a proposta, uma proposta de sr. Antonio Costeira para que fosse consignado um voto de louvor ao sr. José Nunes Martins pelo modo como procurou defender a classe da Federação Municipal Socialista na rua do Alvito.: [704, 275, 923, 455]
- almoco-title: O almoço de hoje no Avenida Palace: [486, 104, 695, 145]
- solar-note: Grande recinto ao ar livre: [737, 1426, 889, 1440]
- gama-prices: PREÇOS CORRENTES: [1441, 1875, 1584, 1890]
- gama-line: DE: [1505, 1805, 1521, 1818]
- vinho-colares-brand: [1398, 1148, 1619, 1230]
- avenida-line: Penultima represent.ção: [1188, 376, 1347, 391]
- gama-loterias: LOTERIAS: [1439, 1846, 1586, 1877]
- provincia-paragraph: Esta posta a candidatura, por este circulo, do sr. Alberto Jordão Marques da Costa, antigo deputado e governador civil do distrito de Evora, que conta no seu distrito com grande numero de amigos.: [247, 1646, 478, 1711]
- masthead: [0, 0, 1643, 27]
- curam-deposit: Deposito geral — Farmacia Luso Brazileira — Praça de S. Paulo, 20 e 22 — Telef. 1876.: [1160, 1971, 1375, 2012]
- gama-ad: [1390, 1728, 1635, 1990]
- cartaz-item: SALÃO FOZ — A's 20,30 22,30 — «Trolarós».: [247, 988, 429, 1015]
- foz-paragraph: A Agua minero-medicinal da Foz da Certã, apresenta uma composição distinta de outras e diferente de todas as outras até hoje usadas na therapeutica.: [930, 851, 1146, 915]
- greve-paragraph: O sr. José Augusto Martins falou sobre a intimação feita ao pessoal para retomar o serviço, e disse que a greve é séria e que o proceder da companhia não será o de ceder uma vez ao modo de proceder de verdade José dos Santos.: [704, 459, 923, 549]
- ultima-hora-title: ULTIMA HORA: [534, 38, 647, 96]
- colares-address: R. Rodrigues Sampaio 15: [1170, 1179, 1389, 1198]
- column-rule: [926, 29, 927, 2260]
- gama-note: Fornece para revender: [1439, 1904, 1586, 1918]
- vinho-colares-orders: [1169, 1148, 1389, 1230]
- horta-costa-ad: [930, 1296, 1146, 1387]
